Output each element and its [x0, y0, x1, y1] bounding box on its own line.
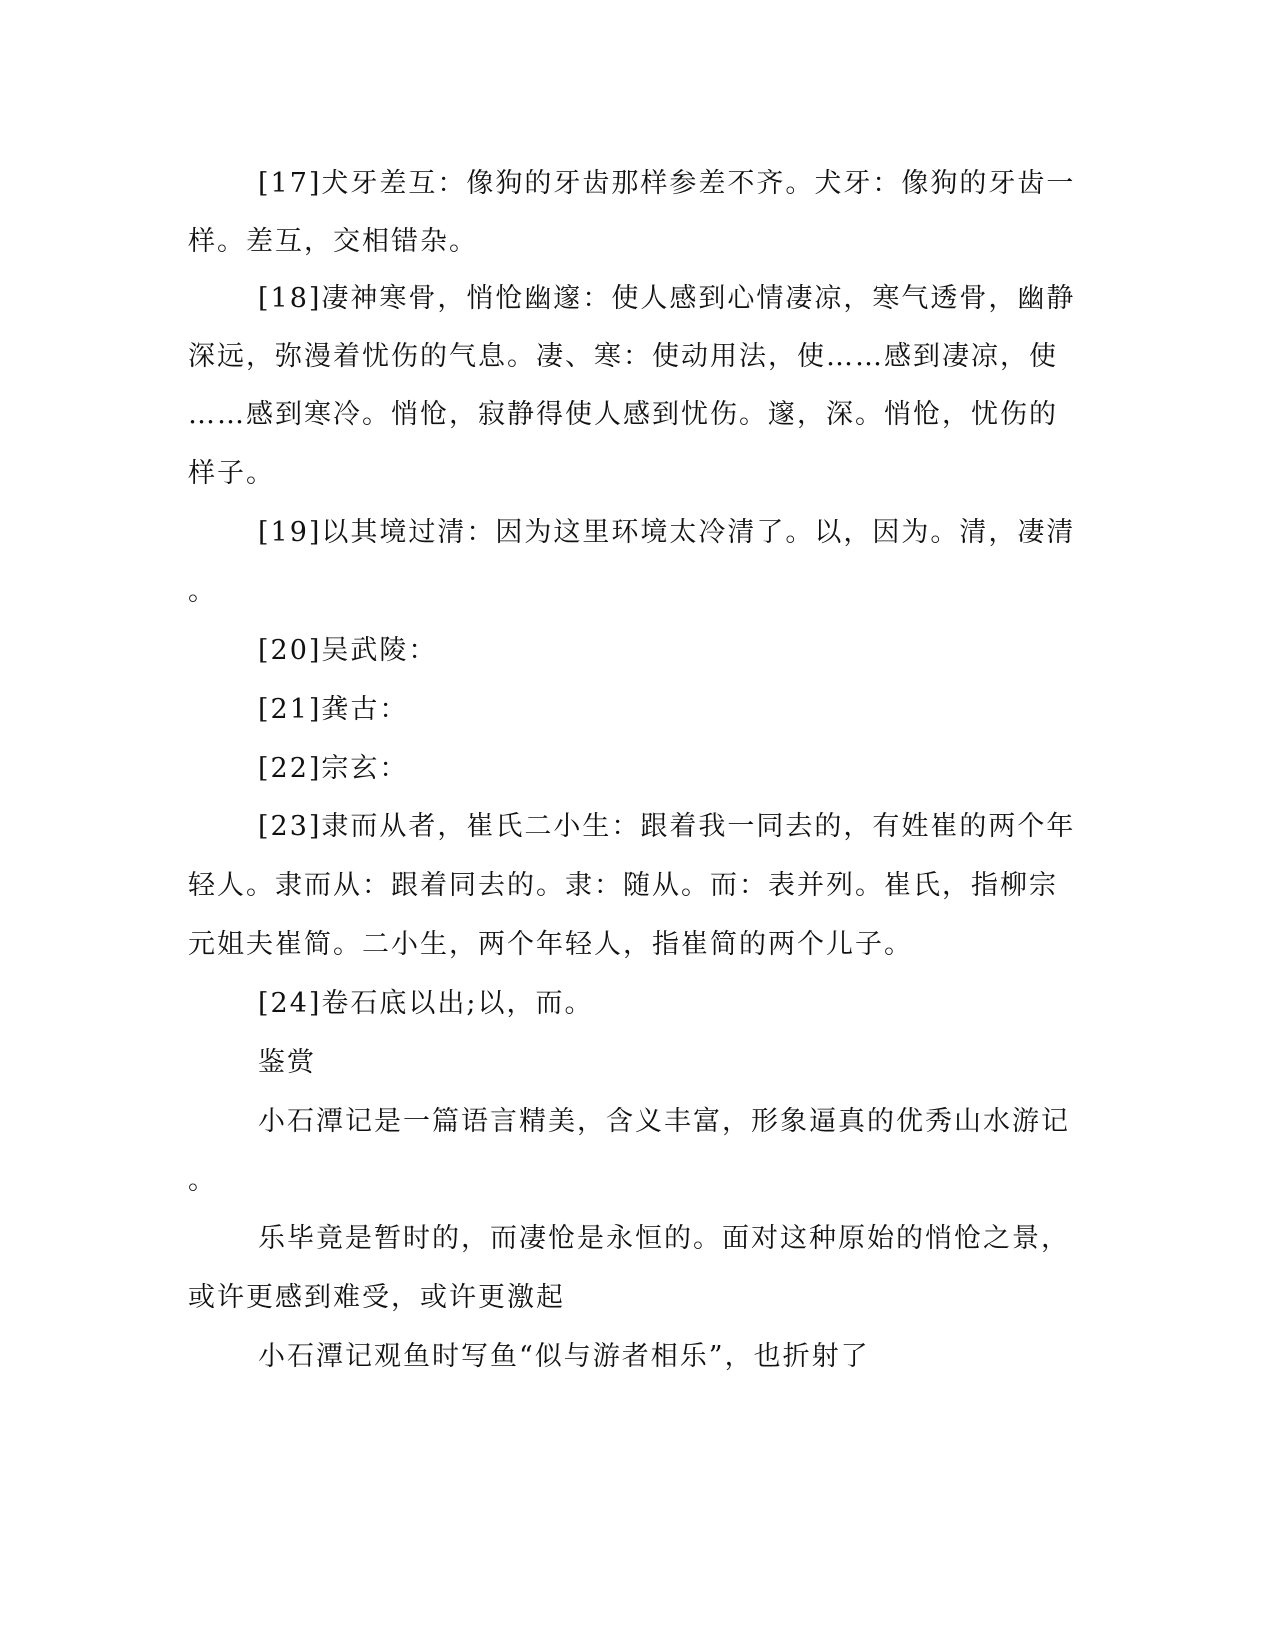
note-19-line-2: 。: [188, 576, 217, 607]
note-21-line: [21]龚古：: [258, 694, 409, 725]
note-18-line-2: 深远，弥漫着忧伤的气息。凄、寒：使动用法，使……感到凄凉，使: [188, 341, 1058, 372]
note-19-line-1: [19]以其境过清：因为这里环境太冷清了。以，因为。清，凄清: [258, 517, 1076, 548]
note-24-line: [24]卷石底以出;以，而。: [258, 988, 594, 1019]
appreciation-paragraph-1-line-2: 。: [188, 1165, 217, 1196]
note-23-line-1: [23]隶而从者，崔氏二小生：跟着我一同去的，有姓崔的两个年: [258, 811, 1076, 842]
note-23-line-2: 轻人。隶而从：跟着同去的。隶：随从。而：表并列。崔氏，指柳宗: [188, 870, 1058, 901]
note-22-line: [22]宗玄：: [258, 753, 409, 784]
appreciation-paragraph-1-line-1: 小石潭记是一篇语言精美，含义丰富，形象逼真的优秀山水游记: [258, 1106, 1070, 1137]
note-18-line-4: 样子。: [188, 458, 275, 489]
note-17-line-2: 样。差互，交相错杂。: [188, 226, 478, 257]
appreciation-paragraph-3-line-1: 小石潭记观鱼时写鱼“似与游者相乐”，也折射了: [258, 1341, 870, 1372]
note-18-line-3: ……感到寒冷。悄怆，寂静得使人感到忧伤。邃，深。悄怆，忧伤的: [188, 399, 1058, 430]
note-20-line: [20]吴武陵：: [258, 635, 438, 666]
section-heading: 鉴赏: [258, 1047, 316, 1078]
appreciation-paragraph-2-line-1: 乐毕竟是暂时的，而凄怆是永恒的。面对这种原始的悄怆之景，: [258, 1223, 1070, 1254]
note-17-line-1: [17]犬牙差互：像狗的牙齿那样参差不齐。犬牙：像狗的牙齿一: [258, 168, 1076, 199]
note-23-line-3: 元姐夫崔简。二小生，两个年轻人，指崔简的两个儿子。: [188, 929, 913, 960]
appreciation-paragraph-2-line-2: 或许更感到难受，或许更激起: [188, 1282, 565, 1313]
note-18-line-1: [18]凄神寒骨，悄怆幽邃：使人感到心情凄凉，寒气透骨，幽静: [258, 283, 1076, 314]
